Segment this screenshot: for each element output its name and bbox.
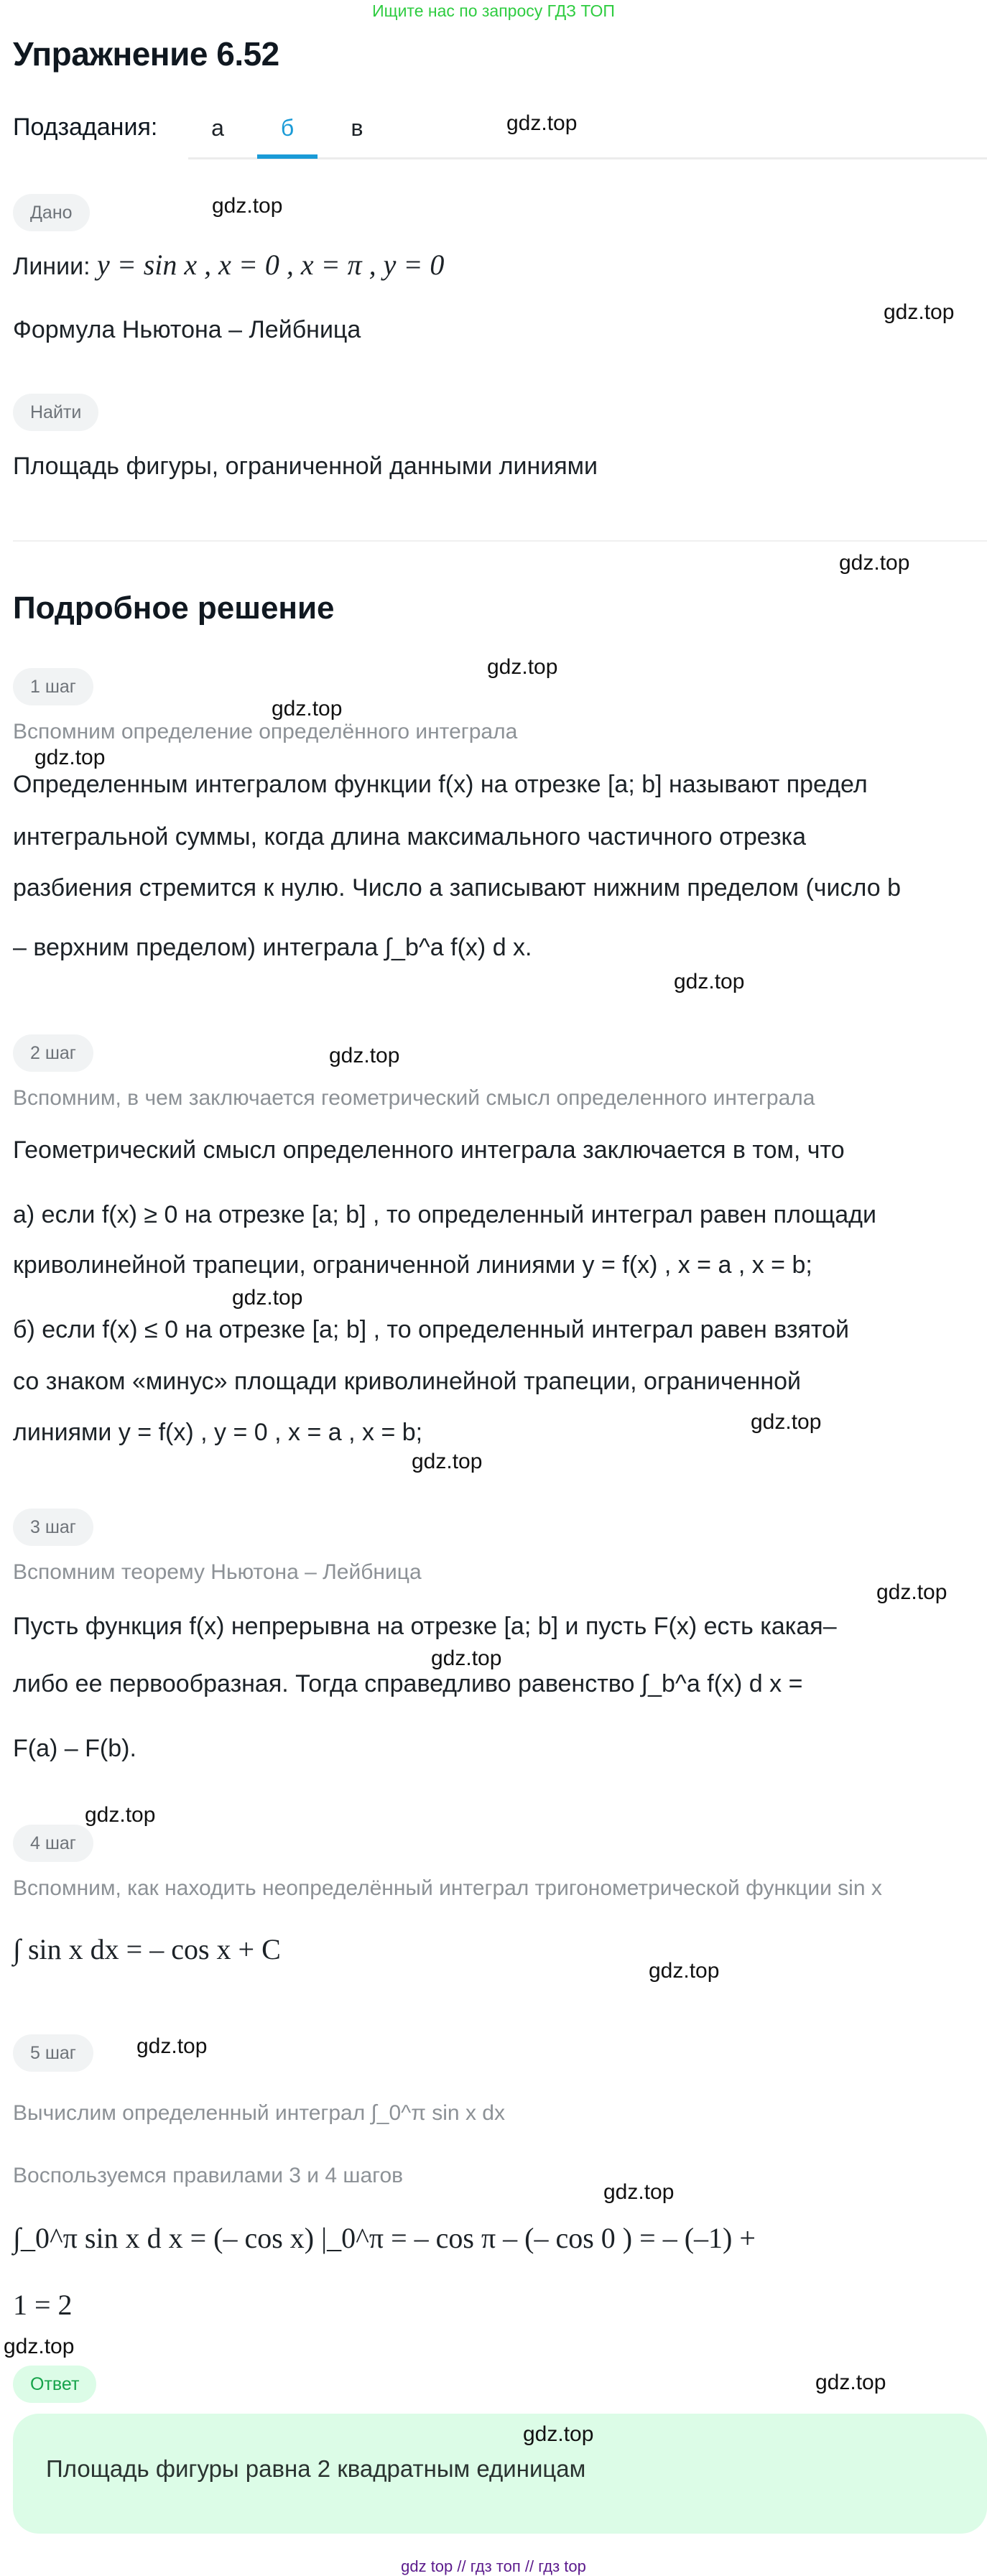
active-tab-indicator	[257, 154, 318, 159]
given-lines-math: y = sin x , x = 0 , x = π , y = 0	[96, 249, 445, 281]
step-5-formula-line-2: 1 = 2	[13, 2289, 73, 2321]
given-lines	[13, 248, 444, 282]
watermark: gdz.top	[815, 2371, 886, 2394]
step-3-line: либо ее первообразная. Тогда справедливо равенство ∫_b^a f(x) d x =	[13, 1670, 803, 1697]
step-2-line: а) если f(x) ≥ 0 на отрезке [a; b] , то определенный интеграл равен площади	[13, 1201, 876, 1228]
step-2-line: криволинейной трапеции, ограниченной линиями y = f(x) , x = a , x = b;	[13, 1251, 812, 1279]
watermark: gdz.top	[839, 551, 910, 575]
step-5-subtitle: Вычислим определенный интеграл ∫_0^π sin x dx	[13, 2101, 505, 2125]
step-3-chip: 3 шаг	[13, 1509, 93, 1546]
watermark: gdz.top	[674, 970, 745, 993]
find-text: Площадь фигуры, ограниченной данными линиями	[13, 453, 598, 480]
watermark: gdz.top	[431, 1646, 502, 1670]
step-4-chip: 4 шаг	[13, 1825, 93, 1862]
step-3-line: Пусть функция f(x) непрерывна на отрезке [a; b] и пусть F(x) есть какая–	[13, 1613, 837, 1640]
given-chip: Дано	[13, 194, 90, 231]
watermark: gdz.top	[487, 655, 558, 679]
step-4-formula: ∫ sin x dx = – cos x + C	[13, 1933, 281, 1965]
step-3-subtitle: Вспомним теорему Ньютона – Лейбница	[13, 1560, 422, 1584]
tab-b[interactable]: б	[280, 115, 295, 141]
find-chip: Найти	[13, 394, 98, 431]
answer-chip: Ответ	[13, 2366, 96, 2403]
step-5-note: Воспользуемся правилами 3 и 4 шагов	[13, 2164, 404, 2187]
given-lines-label: Линии:	[13, 253, 91, 280]
step-1-line: Определенным интегралом функции f(x) на отрезке [a; b] называют предел	[13, 771, 868, 798]
watermark: gdz.top	[412, 1450, 483, 1473]
watermark: gdz.top	[751, 1410, 822, 1434]
step-1-line: разбиения стремится к нулю. Число a записывают нижним пределом (число b	[13, 874, 901, 902]
watermark: gdz.top	[523, 2422, 594, 2446]
step-1-subtitle: Вспомним определение определённого интеграла	[13, 720, 518, 743]
watermark: gdz.top	[232, 1286, 303, 1310]
answer-text: Площадь фигуры равна 2 квадратным единицам	[46, 2455, 586, 2482]
search-banner: Ищите нас по запросу ГДЗ ТОП	[372, 1, 615, 20]
step-1-line: – верхним пределом) интеграла ∫_b^a f(x) d x.	[13, 934, 532, 961]
step-5-formula-line-1: ∫_0^π sin x d x = (– cos x) |_0^π = – cos π – (– cos 0 ) = – (–1) +	[13, 2222, 756, 2254]
given-formula: Формула Ньютона – Лейбница	[13, 316, 361, 343]
page-title: Упражнение 6.52	[13, 35, 279, 73]
watermark: gdz.top	[329, 1044, 400, 1067]
step-2-line: Геометрический смысл определенного интеграла заключается в том, что	[13, 1136, 845, 1164]
watermark: gdz.top	[876, 1580, 947, 1604]
step-4-subtitle: Вспомним, как находить неопределённый интеграл тригонометрической функции sin x	[13, 1876, 882, 1900]
watermark: gdz.top	[649, 1959, 720, 1983]
step-2-subtitle: Вспомним, в чем заключается геометрический смысл определенного интеграла	[13, 1086, 815, 1110]
tab-a[interactable]: а	[211, 115, 224, 141]
tab-v[interactable]: в	[351, 115, 363, 141]
watermark: gdz.top	[212, 194, 283, 218]
step-1-line: интегральной суммы, когда длина максимального частичного отрезка	[13, 823, 807, 851]
subtasks-label: Подзадания:	[13, 113, 158, 141]
solution-title: Подробное решение	[13, 590, 335, 626]
watermark: gdz.top	[34, 746, 106, 769]
step-3-line: F(a) – F(b).	[13, 1735, 136, 1762]
footer-links[interactable]: gdz top // гдз топ // гдз top	[401, 2557, 586, 2575]
step-2-line: со знаком «минус» площади криволинейной трапеции, ограниченной	[13, 1368, 802, 1395]
watermark: gdz.top	[136, 2034, 208, 2058]
watermark: gdz.top	[506, 111, 578, 135]
watermark: gdz.top	[4, 2335, 75, 2358]
step-2-line: линиями y = f(x) , y = 0 , x = a , x = b;	[13, 1419, 423, 1446]
watermark: gdz.top	[603, 2180, 675, 2204]
step-1-chip: 1 шаг	[13, 668, 93, 705]
step-2-line: б) если f(x) ≤ 0 на отрезке [a; b] , то определенный интеграл равен взятой	[13, 1316, 850, 1343]
section-divider	[13, 540, 987, 542]
watermark: gdz.top	[272, 697, 343, 721]
watermark: gdz.top	[884, 300, 955, 324]
watermark: gdz.top	[85, 1803, 156, 1827]
step-5-chip: 5 шаг	[13, 2034, 93, 2072]
step-2-chip: 2 шаг	[13, 1034, 93, 1072]
